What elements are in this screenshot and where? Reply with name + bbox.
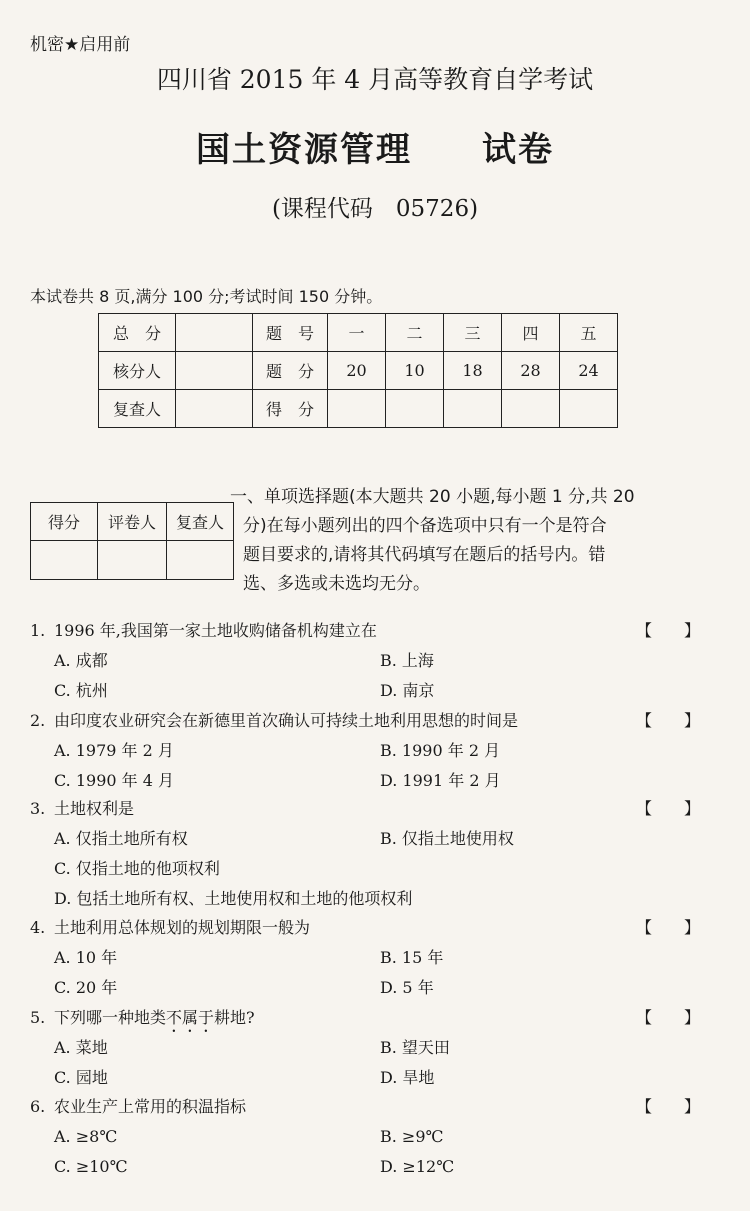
option-row xyxy=(30,1033,730,1063)
option-row xyxy=(30,943,730,973)
grader-cell xyxy=(167,541,234,580)
option-row xyxy=(30,646,730,676)
question-stem xyxy=(30,1003,730,1033)
score-cell: 五 xyxy=(560,314,618,352)
score-cell xyxy=(176,352,253,390)
question-number: 4. xyxy=(30,918,46,937)
option-c: C. 1990 年 4 月 xyxy=(54,771,175,790)
score-cell: 总 分 xyxy=(99,314,176,352)
grader-table xyxy=(30,502,234,580)
score-cell: 18 xyxy=(444,352,502,390)
question-text-emphasis: 不属于 xyxy=(166,1008,215,1027)
score-cell: 题 分 xyxy=(253,352,328,390)
option-c: C. 杭州 xyxy=(54,681,108,700)
score-cell xyxy=(176,314,253,352)
question-stem xyxy=(30,1092,730,1122)
question-5 xyxy=(30,1003,730,1093)
score-cell: 20 xyxy=(328,352,386,390)
score-cell xyxy=(328,390,386,428)
option-row xyxy=(30,1063,730,1093)
exam-header: 四川省 2015 年 4 月高等教育自学考试 xyxy=(156,65,594,94)
instruction-line: 分)在每小题列出的四个备选项中只有一个是符合 xyxy=(243,516,607,536)
score-table xyxy=(98,313,618,428)
grader-cell xyxy=(31,541,98,580)
option-c: C. 仅指土地的他项权利 xyxy=(54,859,220,878)
grader-header-row xyxy=(31,503,234,541)
option-b: B. 仅指土地使用权 xyxy=(380,829,514,848)
score-cell: 24 xyxy=(560,352,618,390)
question-1 xyxy=(30,616,730,706)
answer-bracket[interactable]: 【 】 xyxy=(635,621,700,640)
score-cell: 三 xyxy=(444,314,502,352)
grader-header: 复查人 xyxy=(167,503,234,541)
option-b: B. 上海 xyxy=(380,651,434,670)
question-text: 农业生产上常用的积温指标 xyxy=(54,1097,247,1116)
option-row xyxy=(30,736,730,766)
course-code: (课程代码 05726) xyxy=(271,196,479,222)
question-text-pre: 下列哪一种地类 xyxy=(54,1008,167,1027)
option-a: A. 1979 年 2 月 xyxy=(54,741,174,760)
question-6 xyxy=(30,1092,730,1182)
option-c: C. ≥10℃ xyxy=(54,1157,128,1176)
option-b: B. 1990 年 2 月 xyxy=(380,741,501,760)
option-a: A. 10 年 xyxy=(54,948,118,967)
score-cell: 一 xyxy=(328,314,386,352)
grader-header: 得分 xyxy=(31,503,98,541)
option-row xyxy=(30,973,730,1003)
score-cell xyxy=(176,390,253,428)
answer-bracket[interactable]: 【 】 xyxy=(635,711,700,730)
score-cell: 核分人 xyxy=(99,352,176,390)
score-cell: 10 xyxy=(386,352,444,390)
option-a: A. ≥8℃ xyxy=(54,1127,118,1146)
option-d: D. 南京 xyxy=(380,681,435,700)
score-cell xyxy=(386,390,444,428)
confidential-label: 机密★启用前 xyxy=(30,35,131,55)
grader-cell xyxy=(98,541,167,580)
option-d: D. 5 年 xyxy=(380,978,434,997)
option-d: D. 旱地 xyxy=(380,1068,435,1087)
option-b: B. ≥9℃ xyxy=(380,1127,444,1146)
option-row xyxy=(30,1122,730,1152)
option-row xyxy=(30,676,730,706)
paper-label: 试卷 xyxy=(482,130,554,170)
answer-bracket[interactable]: 【 】 xyxy=(635,1008,700,1027)
question-number: 2. xyxy=(30,711,46,730)
instruction-line: 一、单项选择题(本大题共 20 小题,每小题 1 分,共 20 xyxy=(230,487,635,507)
option-row xyxy=(30,884,730,914)
answer-bracket[interactable]: 【 】 xyxy=(635,1097,700,1116)
option-c: C. 20 年 xyxy=(54,978,118,997)
question-stem xyxy=(30,913,730,943)
option-b: B. 望天田 xyxy=(380,1038,450,1057)
question-number: 6. xyxy=(30,1097,46,1116)
question-2 xyxy=(30,706,730,796)
section-instructions xyxy=(230,483,723,599)
score-row xyxy=(99,390,618,428)
option-d: D. ≥12℃ xyxy=(380,1157,455,1176)
option-a: A. 成都 xyxy=(54,651,108,670)
instruction-line: 题目要求的,请将其代码填写在题后的括号内。错 xyxy=(243,545,606,565)
question-stem xyxy=(30,616,730,646)
grader-header: 评卷人 xyxy=(98,503,167,541)
option-row xyxy=(30,854,730,884)
answer-bracket[interactable]: 【 】 xyxy=(635,918,700,937)
subject-title xyxy=(0,122,750,171)
question-number: 5. xyxy=(30,1008,46,1027)
score-row xyxy=(99,352,618,390)
score-cell: 四 xyxy=(502,314,560,352)
question-number: 1. xyxy=(30,621,46,640)
option-a: A. 仅指土地所有权 xyxy=(54,829,188,848)
subject-name: 国土资源管理 xyxy=(196,130,412,170)
score-cell: 二 xyxy=(386,314,444,352)
option-d: D. 包括土地所有权、土地使用权和土地的他项权利 xyxy=(54,889,413,908)
question-text: 1996 年,我国第一家土地收购储备机构建立在 xyxy=(54,621,377,640)
answer-bracket[interactable]: 【 】 xyxy=(635,799,700,818)
question-text-post: 耕地? xyxy=(214,1008,255,1027)
option-a: A. 菜地 xyxy=(54,1038,108,1057)
score-cell: 得 分 xyxy=(253,390,328,428)
grader-blank-row xyxy=(31,541,234,580)
score-row xyxy=(99,314,618,352)
option-row xyxy=(30,1152,730,1182)
question-3 xyxy=(30,794,730,914)
question-text: 由印度农业研究会在新德里首次确认可持续土地利用思想的时间是 xyxy=(54,711,519,730)
instruction-line: 选、多选或未选均无分。 xyxy=(243,574,430,594)
question-stem xyxy=(30,794,730,824)
exam-info: 本试卷共 8 页,满分 100 分;考试时间 150 分钟。 xyxy=(30,287,383,306)
score-cell: 28 xyxy=(502,352,560,390)
question-number: 3. xyxy=(30,799,46,818)
question-4 xyxy=(30,913,730,1003)
option-row xyxy=(30,766,730,796)
score-cell xyxy=(560,390,618,428)
score-cell xyxy=(502,390,560,428)
question-text: 土地利用总体规划的规划期限一般为 xyxy=(54,918,311,937)
score-cell: 复查人 xyxy=(99,390,176,428)
option-c: C. 园地 xyxy=(54,1068,108,1087)
option-d: D. 1991 年 2 月 xyxy=(380,771,501,790)
option-b: B. 15 年 xyxy=(380,948,444,967)
score-cell xyxy=(444,390,502,428)
option-row xyxy=(30,824,730,854)
question-text: 土地权利是 xyxy=(54,799,135,818)
score-cell: 题 号 xyxy=(253,314,328,352)
question-stem xyxy=(30,706,730,736)
